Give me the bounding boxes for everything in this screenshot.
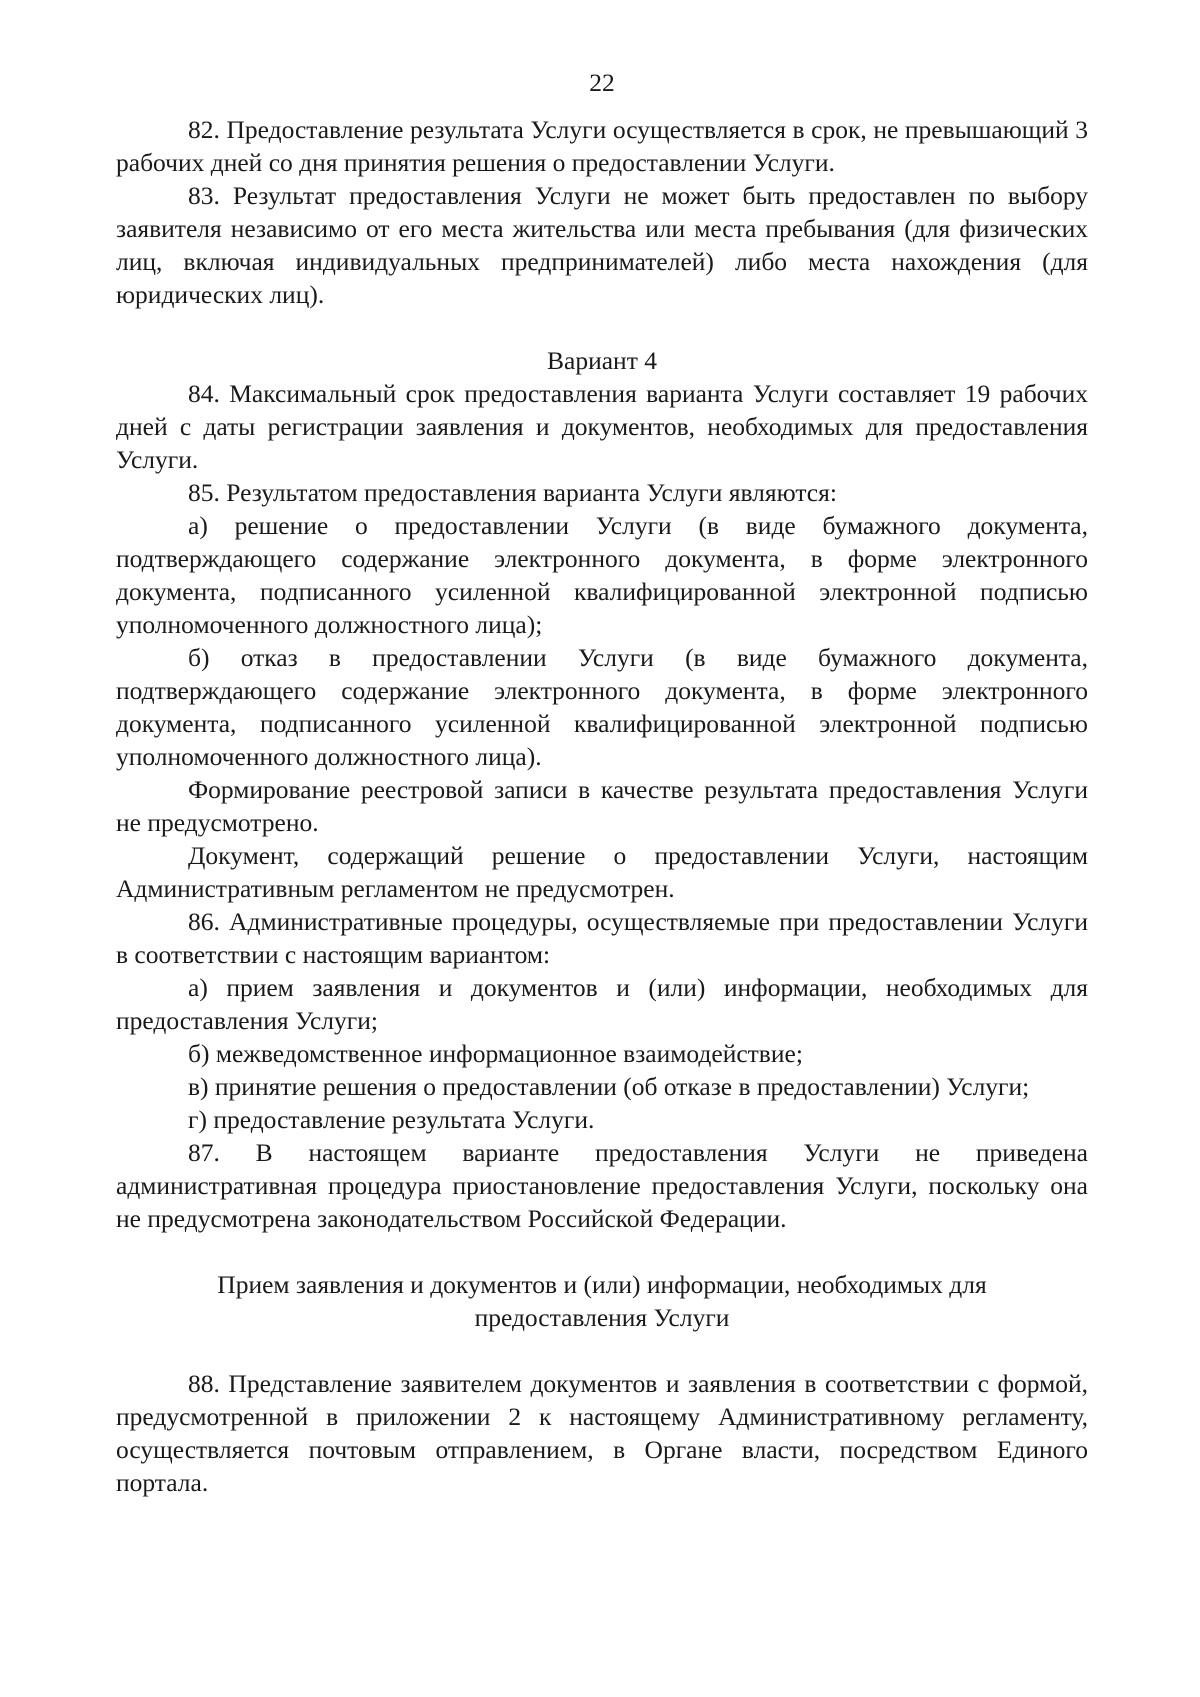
page-number: 22 — [589, 68, 615, 97]
paragraph-86-g: г) предоставление результата Услуги. — [188, 1105, 595, 1134]
paragraph-85: 85. Результатом предоставления варианта Услуги являются: — [188, 478, 837, 507]
variant-heading: Вариант 4 — [547, 346, 657, 375]
paragraph-registry-record: Формирование реестровой записи в качестве результата предоставления Услуги не предусмотрено. — [116, 775, 1088, 837]
paragraph-86-a: а) прием заявления и документов и (или) информации, необходимых для предоставления Услуги; — [116, 973, 1088, 1035]
paragraph-85-a: а) решение о предоставлении Услуги (в виде бумажного документа, подтверждающего содержание электронного документа, в форме электронного документа, подписанного усиленной квалифицированной электронной подписью уполномоченного должностного лица); — [116, 511, 1088, 639]
paragraph-83: 83. Результат предоставления Услуги не может быть предоставлен по выбору заявителя независимо от его места жительства или места пребывания (для физических лиц, включая индивидуальных предпринимателей) либо места нахождения (для юридических лиц). — [116, 181, 1088, 309]
paragraph-87: 87. В настоящем варианте предоставления Услуги не приведена административная процедура приостановление предоставления Услуги, поскольку она не предусмотрена законодательством Российской Федерации. — [116, 1138, 1088, 1233]
paragraph-88: 88. Представление заявителем документов и заявления в соответствии с формой, предусмотренной в приложении 2 к настоящему Административному регламенту, осуществляется почтовым отправлением, в Органе власти, посредством Единого портала. — [116, 1369, 1088, 1497]
paragraph-85-b: б) отказ в предоставлении Услуги (в виде бумажного документа, подтверждающего содержание электронного документа, в форме электронного документа, подписанного усиленной квалифицированной электронной подписью уполномоченного должностного лица). — [116, 643, 1088, 771]
paragraph-84: 84. Максимальный срок предоставления варианта Услуги составляет 19 рабочих дней с даты регистрации заявления и документов, необходимых для предоставления Услуги. — [116, 379, 1088, 474]
paragraph-82: 82. Предоставление результата Услуги осуществляется в срок, не превышающий 3 рабочих дней со дня принятия решения о предоставлении Услуги. — [116, 115, 1088, 177]
paragraph-decision-document: Документ, содержащий решение о предоставлении Услуги, настоящим Административным регламентом не предусмотрен. — [116, 841, 1088, 903]
paragraph-86: 86. Административные процедуры, осуществляемые при предоставлении Услуги в соответствии с настоящим вариантом: — [116, 907, 1088, 969]
paragraph-86-v: в) принятие решения о предоставлении (об отказе в предоставлении) Услуги; — [188, 1072, 1030, 1101]
document-page — [116, 66, 1088, 1499]
section-heading: Прием заявления и документов и (или) информации, необходимых для предоставления Услуги — [217, 1270, 987, 1332]
paragraph-86-b: б) межведомственное информационное взаимодействие; — [188, 1039, 803, 1068]
